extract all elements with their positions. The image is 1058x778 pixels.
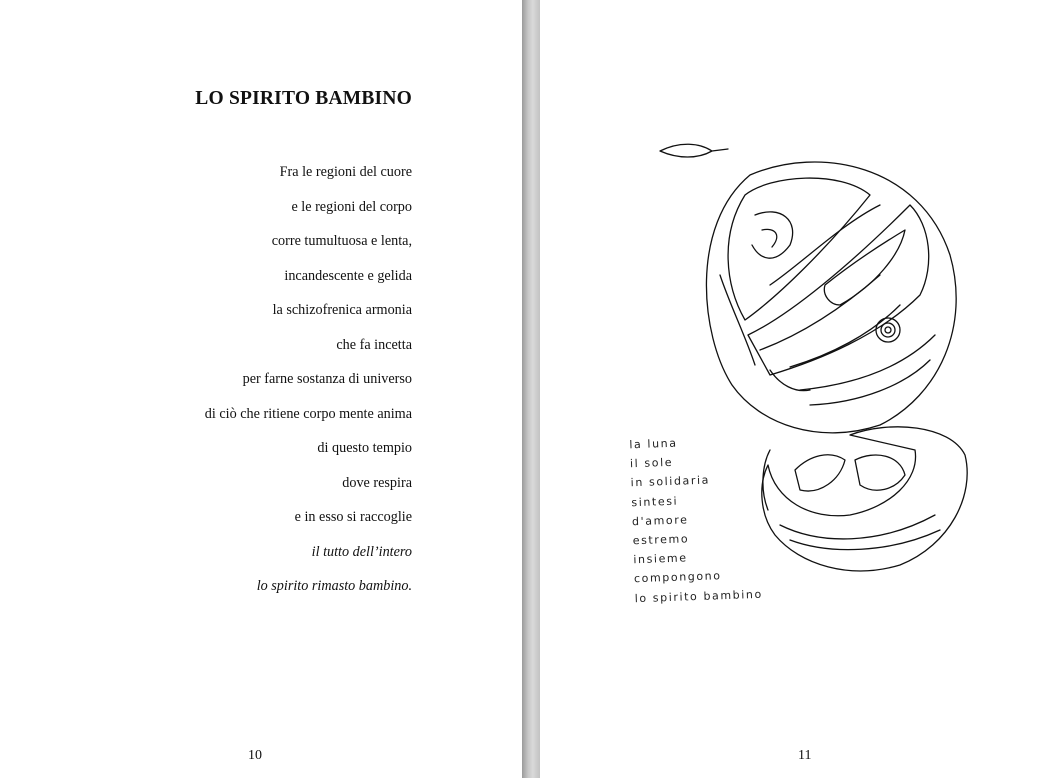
page-number-left: 10 xyxy=(248,748,262,763)
poem-line: dove respira xyxy=(342,474,412,491)
poem-line-italic: il tutto dell’intero xyxy=(311,543,412,560)
handwritten-line: insieme xyxy=(633,551,688,567)
handwritten-line: d'amore xyxy=(631,513,689,529)
handwritten-line: lo spirito bambino xyxy=(634,587,764,605)
poem-line: e in esso si raccoglie xyxy=(294,509,412,525)
poem-line: per farne sostanza di universo xyxy=(242,371,412,387)
poem-line: e le regioni del corpo xyxy=(291,198,412,215)
poem-line: incandescente e gelida xyxy=(284,267,412,284)
book-gutter xyxy=(522,0,540,778)
right-page xyxy=(540,0,1058,778)
handwritten-line: compongono xyxy=(633,569,722,586)
poem-line: Fra le regioni del cuore xyxy=(279,164,412,180)
handwritten-caption xyxy=(629,431,765,608)
handwritten-line: la luna xyxy=(629,436,678,452)
handwritten-line: estremo xyxy=(632,532,690,548)
poem-title: LO SPIRITO BAMBINO xyxy=(195,88,412,109)
left-page xyxy=(0,0,522,778)
poem-line: la schizofrenica armonia xyxy=(272,302,412,318)
poem-line: di ciò che ritiene corpo mente anima xyxy=(204,405,412,422)
poem-line: corre tumultuosa e lenta, xyxy=(271,233,412,249)
poem-line: che fa incetta xyxy=(336,336,412,353)
leaf-sketch xyxy=(660,144,728,157)
poem-stanza xyxy=(0,160,412,609)
page-number-right: 11 xyxy=(798,748,812,763)
poem-line-italic: lo spirito rimasto bambino. xyxy=(256,578,412,594)
handwritten-line: sintesi xyxy=(631,494,679,509)
moon-disc xyxy=(706,162,956,433)
handwritten-line: il sole xyxy=(629,455,674,471)
poem-line: di questo tempio xyxy=(317,440,412,456)
handwritten-line: in solidaria xyxy=(630,473,711,490)
